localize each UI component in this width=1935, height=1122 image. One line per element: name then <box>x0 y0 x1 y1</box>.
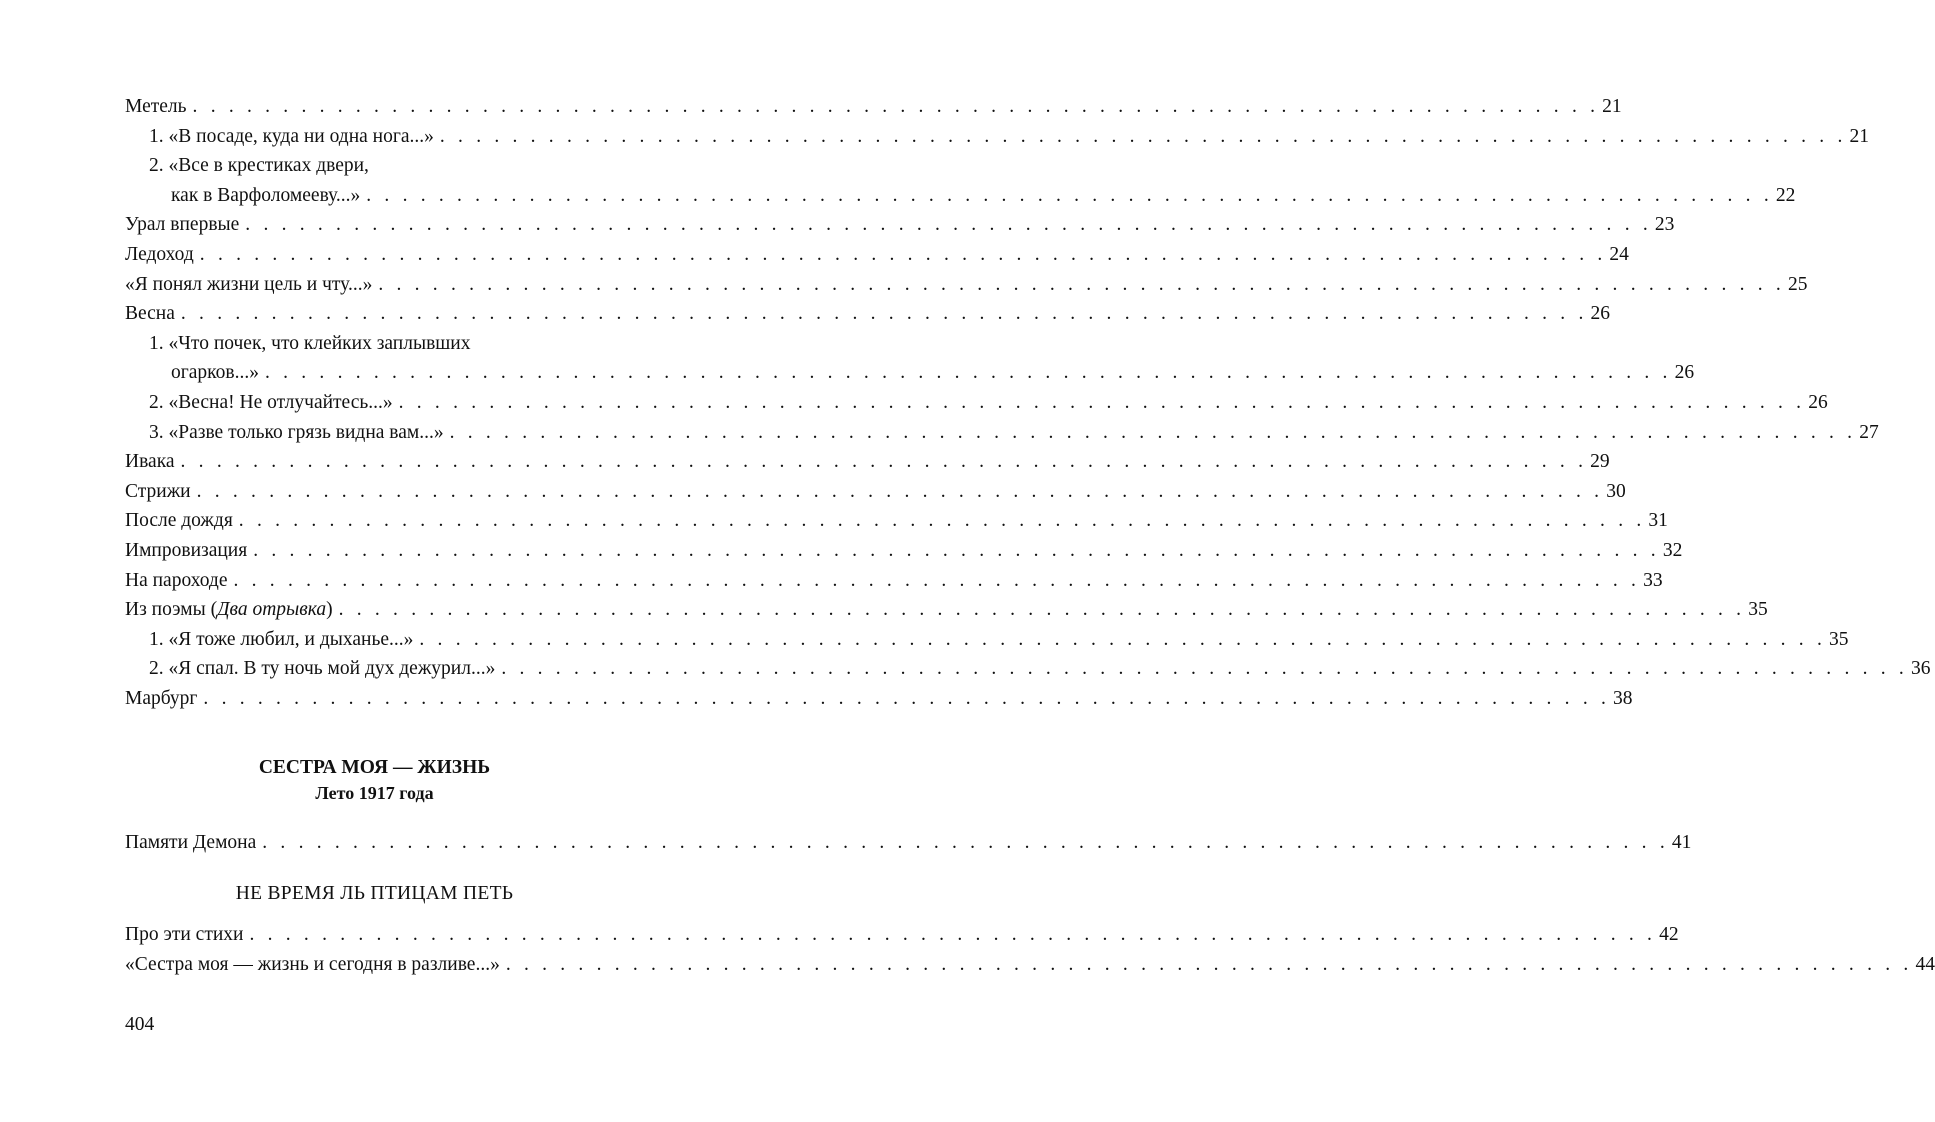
toc-entry-page: 44 <box>1915 953 1935 975</box>
toc-entry-title: «Сестра моя — жизнь и сегодня в разливе...» <box>125 953 500 975</box>
toc-entry <box>125 210 1675 240</box>
dot-leader: . . . . . . . . . . . . . . . . . . . . . . . . . . . . . . . . . . . . . . . . . . . . . . . . . . . . . . . . . . . . . . . . . . . . . . . . . . . . . . <box>398 391 1806 413</box>
section-title: НЕ ВРЕМЯ ЛЬ ПТИЦАМ ПЕТЬ <box>235 883 514 905</box>
toc-entry <box>125 447 1610 477</box>
toc-entry-title-line1: 2. «Все в крестиках двери, <box>149 155 369 177</box>
dot-leader: . . . . . . . . . . . . . . . . . . . . . . . . . . . . . . . . . . . . . . . . . . . . . . . . . . . . . . . . . . . . . . . . . . . . . . . . . . . . . . <box>505 953 1913 975</box>
toc-entry-page: 26 <box>1590 303 1611 325</box>
toc-entry-page: 35 <box>1829 628 1849 650</box>
dot-leader: . . . . . . . . . . . . . . . . . . . . . . . . . . . . . . . . . . . . . . . . . . . . . . . . . . . . . . . . . . . . . . . . . . . . . . . . . . . . . . <box>419 628 1827 650</box>
toc-list-1 <box>125 92 1931 713</box>
toc-entry-title-suffix: ) <box>326 599 333 621</box>
toc-entry-page: 35 <box>1748 599 1768 621</box>
dot-leader: . . . . . . . . . . . . . . . . . . . . . . . . . . . . . . . . . . . . . . . . . . . . . . . . . . . . . . . . . . . . . . . . . . . . . . . . . . . . . . <box>378 273 1785 295</box>
dot-leader: . . . . . . . . . . . . . . . . . . . . . . . . . . . . . . . . . . . . . . . . . . . . . . . . . . . . . . . . . . . . . . . . . . . . . . . . . . . . . . <box>338 599 1746 621</box>
toc-entry <box>125 654 1931 684</box>
toc-entry <box>125 536 1683 566</box>
toc-entry-page: 42 <box>1659 924 1679 946</box>
toc-entry-title-line2: как в Варфоломееву...» <box>171 184 361 206</box>
dot-leader: . . . . . . . . . . . . . . . . . . . . . . . . . . . . . . . . . . . . . . . . . . . . . . . . . . . . . . . . . . . . . . . . . . . . . . . . . . . . . . <box>439 125 1847 147</box>
toc-entry <box>125 299 1611 329</box>
toc-entry-page: 24 <box>1609 243 1629 265</box>
toc-entry-title: «Я понял жизни цель и чту...» <box>125 273 373 295</box>
toc-entry-title: Ледоход <box>125 243 194 265</box>
toc-entry-title: Марбург <box>125 687 198 709</box>
dot-leader: . . . . . . . . . . . . . . . . . . . . . . . . . . . . . . . . . . . . . . . . . . . . . . . . . . . . . . . . . . . . . . . . . . . . . . . . . . . . . . <box>199 243 1607 265</box>
toc-entry-page: 21 <box>1602 96 1622 117</box>
toc-entry-page: 36 <box>1910 658 1931 680</box>
toc-entry <box>125 477 1626 507</box>
dot-leader: . . . . . . . . . . . . . . . . . . . . . . . . . . . . . . . . . . . . . . . . . . . . . . . . . . . . . . . . . . . . . . . . . . . . . . . . . . . . . . <box>249 924 1657 946</box>
dot-leader: . . . . . . . . . . . . . . . . . . . . . . . . . . . . . . . . . . . . . . . . . . . . . . . . . . . . . . . . . . . . . . . . . . . . . . . . . . . . . . <box>196 480 1604 502</box>
toc-entry-page: 30 <box>1606 480 1626 502</box>
toc-list-2 <box>125 828 1692 858</box>
toc-entry-title: 2. «Весна! Не отлучайтесь...» <box>149 391 393 413</box>
toc-entry-title: Метель <box>125 96 187 117</box>
dot-leader: . . . . . . . . . . . . . . . . . . . . . . . . . . . . . . . . . . . . . . . . . . . . . . . . . . . . . . . . . . . . . . . . . . . . . . . . . . . . . . <box>180 451 1588 473</box>
toc-entry <box>125 92 1622 122</box>
page-number: 404 <box>125 1014 155 1035</box>
toc-entry <box>125 506 1668 536</box>
toc-entry-title-italic: Два отрывка <box>217 599 327 621</box>
toc-entry-title: Урал впервые <box>125 214 240 236</box>
dot-leader: . . . . . . . . . . . . . . . . . . . . . . . . . . . . . . . . . . . . . . . . . . . . . . . . . . . . . . . . . . . . . . . . . . . . . . . . . . . . . . <box>238 510 1646 532</box>
toc-entry-page: 27 <box>1859 421 1879 443</box>
toc-entry-page: 25 <box>1787 273 1808 295</box>
dot-leader: . . . . . . . . . . . . . . . . . . . . . . . . . . . . . . . . . . . . . . . . . . . . . . . . . . . . . . . . . . . . . . . . . . . . . . . . . . . . . . <box>253 539 1660 561</box>
toc-entry-title: 1. «Я тоже любил, и дыханье...» <box>149 628 414 650</box>
dot-leader: . . . . . . . . . . . . . . . . . . . . . . . . . . . . . . . . . . . . . . . . . . . . . . . . . . . . . . . . . . . . . . . . . . . . . . . . . . . . . . <box>203 687 1611 709</box>
toc-entry-title: Памяти Демона <box>125 832 257 854</box>
toc-entry <box>125 684 1633 714</box>
toc-entry <box>125 122 1870 152</box>
toc-entry-page: 32 <box>1662 539 1683 561</box>
dot-leader: . . . . . . . . . . . . . . . . . . . . . . . . . . . . . . . . . . . . . . . . . . . . . . . . . . . . . . . . . . . . . . . . . . . . . . . . . . . . . . <box>366 184 1773 206</box>
toc-entry-title: Ивака <box>125 451 175 473</box>
toc-entry-title: Стрижи <box>125 480 191 502</box>
dot-leader: . . . . . . . . . . . . . . . . . . . . . . . . . . . . . . . . . . . . . . . . . . . . . . . . . . . . . . . . . . . . . . . . . . . . . . . . . . . . . . <box>262 832 1669 854</box>
toc-entry <box>125 240 1629 270</box>
toc-entry-page: 41 <box>1671 832 1692 854</box>
toc-entry-title: 3. «Разве только грязь видна вам...» <box>149 421 444 443</box>
toc-entry <box>125 418 1879 448</box>
toc-entry <box>125 388 1828 418</box>
toc-entry-page: 26 <box>1808 391 1828 413</box>
dot-leader: . . . . . . . . . . . . . . . . . . . . . . . . . . . . . . . . . . . . . . . . . . . . . . . . . . . . . . . . . . . . . . . . . . . . . . . . . . . . . . <box>245 214 1652 236</box>
toc-entry-page: 26 <box>1674 362 1695 384</box>
toc-entry <box>125 828 1692 858</box>
toc-entry-title-line2: огарков...» <box>171 362 259 384</box>
toc-entry-page: 31 <box>1648 510 1668 532</box>
toc-entry-title: 2. «Я спал. В ту ночь мой дух дежурил...» <box>149 658 496 680</box>
section-title: СЕСТРА МОЯ — ЖИЗНЬ <box>258 757 491 779</box>
toc-entry <box>125 950 1935 980</box>
toc-entry-title: После дождя <box>125 510 233 532</box>
table-of-contents <box>125 92 1935 979</box>
dot-leader: . . . . . . . . . . . . . . . . . . . . . . . . . . . . . . . . . . . . . . . . . . . . . . . . . . . . . . . . . . . . . . . . . . . . . . . . . . . . . . <box>180 303 1588 325</box>
toc-entry <box>125 151 1796 210</box>
toc-entry <box>125 329 1695 388</box>
toc-entry-title: 1. «В посаде, куда ни одна нога...» <box>149 125 434 147</box>
toc-entry <box>125 625 1849 655</box>
dot-leader: . . . . . . . . . . . . . . . . . . . . . . . . . . . . . . . . . . . . . . . . . . . . . . . . . . . . . . . . . . . . . . . . . . . . . . . . . . . . . . <box>501 658 1908 680</box>
toc-entry <box>125 920 1679 950</box>
toc-entry <box>125 270 1808 300</box>
toc-list-3 <box>125 920 1935 979</box>
toc-entry-page: 22 <box>1775 184 1796 206</box>
dot-leader: . . . . . . . . . . . . . . . . . . . . . . . . . . . . . . . . . . . . . . . . . . . . . . . . . . . . . . . . . . . . . . . . . . . . . . . . . . . . . . <box>264 362 1672 384</box>
toc-entry-title: Импровизация <box>125 539 248 561</box>
toc-entry-title: Весна <box>125 303 175 325</box>
section-subtitle: Лето 1917 года <box>315 783 434 804</box>
toc-entry-page: 38 <box>1613 687 1633 709</box>
dot-leader: . . . . . . . . . . . . . . . . . . . . . . . . . . . . . . . . . . . . . . . . . . . . . . . . . . . . . . . . . . . . . . . . . . . . . . . . . . . . . . <box>449 421 1857 443</box>
toc-entry <box>125 595 1768 625</box>
toc-entry-title-line1: 1. «Что почек, что клейких заплывших <box>149 332 471 354</box>
toc-entry-title-prefix: Из поэмы ( <box>125 599 218 621</box>
toc-entry-title <box>125 595 333 625</box>
toc-entry-title: Про эти стихи <box>125 924 244 946</box>
dot-leader: . . . . . . . . . . . . . . . . . . . . . . . . . . . . . . . . . . . . . . . . . . . . . . . . . . . . . . . . . . . . . . . . . . . . . . . . . . . . . . <box>233 569 1641 591</box>
toc-entry <box>125 566 1663 596</box>
toc-entry-title: На пароходе <box>125 569 228 591</box>
toc-entry-page: 29 <box>1590 451 1610 473</box>
dot-leader: . . . . . . . . . . . . . . . . . . . . . . . . . . . . . . . . . . . . . . . . . . . . . . . . . . . . . . . . . . . . . . . . . . . . . . . . . . . . . . <box>192 96 1600 117</box>
toc-entry-page: 23 <box>1654 214 1675 236</box>
toc-entry-page: 33 <box>1643 569 1663 591</box>
toc-entry-page: 21 <box>1849 125 1870 147</box>
